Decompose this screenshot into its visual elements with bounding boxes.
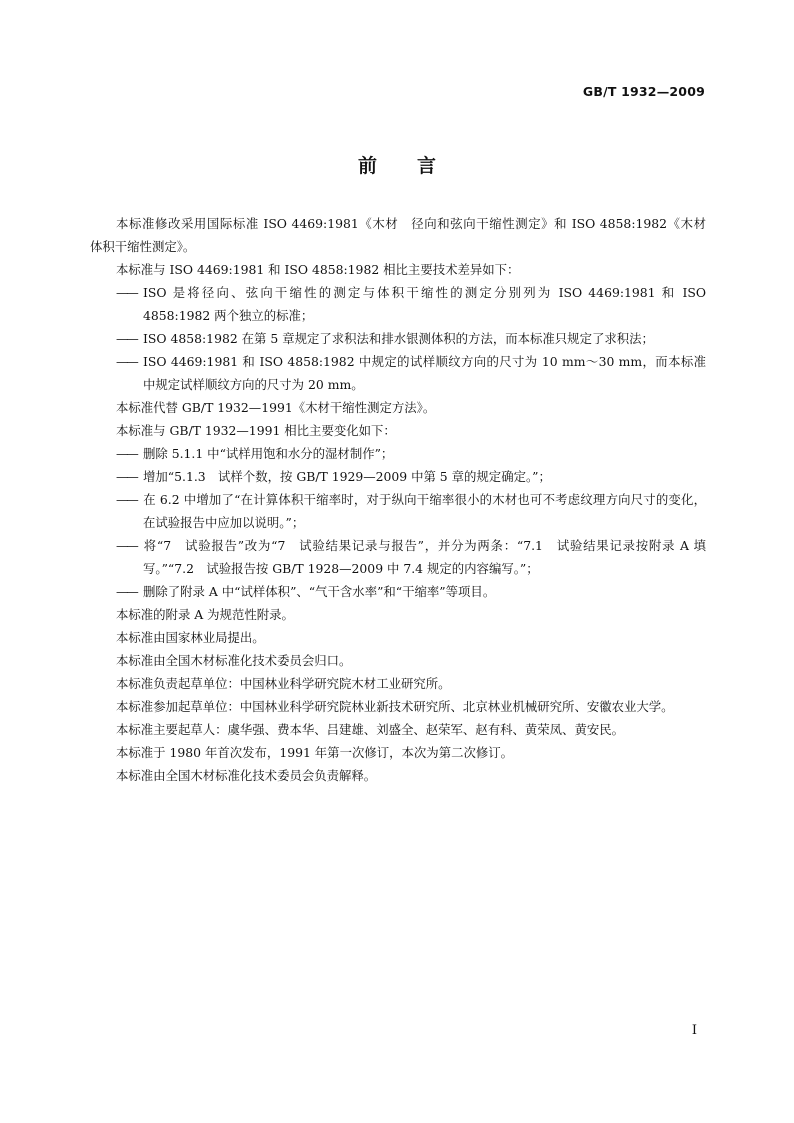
paragraph: 本标准修改采用国际标准 ISO 4469:1981《木材 径向和弦向干缩性测定》和 ISO 4858:1982《木材 体积干缩性测定》。: [90, 216, 719, 254]
dash-item: [90, 488, 706, 534]
title-part-2: 言: [417, 155, 437, 177]
paragraph: 本标准由全国木材标准化技术委员会负责解释。: [116, 768, 377, 783]
dash-item: [90, 327, 706, 350]
standard-code: GB/T 1932—2009: [582, 84, 705, 99]
foreword-body: [90, 212, 719, 787]
paragraph: 本标准代替 GB/T 1932—1991《木材干缩性测定方法》。: [116, 400, 436, 415]
dash-marker: ——: [116, 354, 137, 369]
page-number: I: [691, 1023, 697, 1038]
paragraph: 本标准由国家林业局提出。: [116, 630, 265, 645]
paragraph: 本标准由全国木材标准化技术委员会归口。: [116, 653, 352, 668]
dash-item: [90, 580, 706, 603]
dash-item-text: 将“7 试验报告”改为“7 试验结果记录与报告”，并分为两条：“7.1 试验结果记录按附录 A 填写。”“7.2 试验报告按 GB/T 1928—2009 中 7.4 规定的内容编写。”；: [143, 538, 706, 576]
page-title: [0, 151, 794, 178]
dash-item-text: 在 6.2 中增加了“在计算体积干缩率时，对于纵向干缩率很小的木材也可不考虑纹理方向尺寸的变化，在试验报告中应加以说明。”；: [143, 492, 706, 530]
dash-item-text: ISO 4469:1981 和 ISO 4858:1982 中规定的试样顺纹方向的尺寸为 10 mm～30 mm，而本标准中规定试样顺纹方向的尺寸为 20 mm。: [143, 354, 706, 392]
dash-marker: ——: [116, 331, 137, 346]
paragraph: 本标准参加起草单位：中国林业科学研究院林业新技术研究所、北京林业机械研究所、安徽农业大学。: [116, 699, 674, 714]
dash-marker: ——: [116, 584, 137, 599]
dash-item-text: ISO 是将径向、弦向干缩性的测定与体积干缩性的测定分别列为 ISO 4469:1981 和 ISO 4858:1982 两个独立的标准；: [143, 285, 706, 323]
dash-item: [90, 350, 706, 396]
dash-marker: ——: [116, 446, 137, 461]
paragraph: 本标准主要起草人：虞华强、费本华、吕建雄、刘盛全、赵荣军、赵有科、黄荣凤、黄安民。: [116, 722, 625, 737]
dash-item: [90, 442, 706, 465]
dash-item: [90, 465, 706, 488]
dash-item-text: 增加“5.1.3 试样个数，按 GB/T 1929—2009 中第 5 章的规定确定。”；: [143, 469, 551, 484]
dash-marker: ——: [116, 538, 137, 553]
dash-marker: ——: [116, 285, 137, 300]
paragraph: 本标准负责起草单位：中国林业科学研究院木材工业研究所。: [116, 676, 451, 691]
dash-marker: ——: [116, 492, 137, 507]
paragraph: 本标准与 ISO 4469:1981 和 ISO 4858:1982 相比主要技术差异如下：: [116, 262, 520, 277]
dash-item-text: ISO 4858:1982 在第 5 章规定了求积法和排水银测体积的方法，而本标准只规定了求积法；: [143, 331, 654, 346]
title-part-1: 前: [357, 155, 377, 177]
paragraph: 本标准于 1980 年首次发布，1991 年第一次修订，本次为第二次修订。: [116, 745, 514, 760]
dash-item-text: 删除 5.1.1 中“试样用饱和水分的湿材制作”；: [143, 446, 394, 461]
paragraph: 本标准的附录 A 为规范性附录。: [116, 607, 294, 622]
dash-marker: ——: [116, 469, 137, 484]
dash-item-text: 删除了附录 A 中“试样体积”、“气干含水率”和“干缩率”等项目。: [143, 584, 496, 599]
paragraph: 本标准与 GB/T 1932—1991 相比主要变化如下：: [116, 423, 396, 438]
dash-item: [90, 534, 706, 580]
dash-item: [90, 281, 706, 327]
